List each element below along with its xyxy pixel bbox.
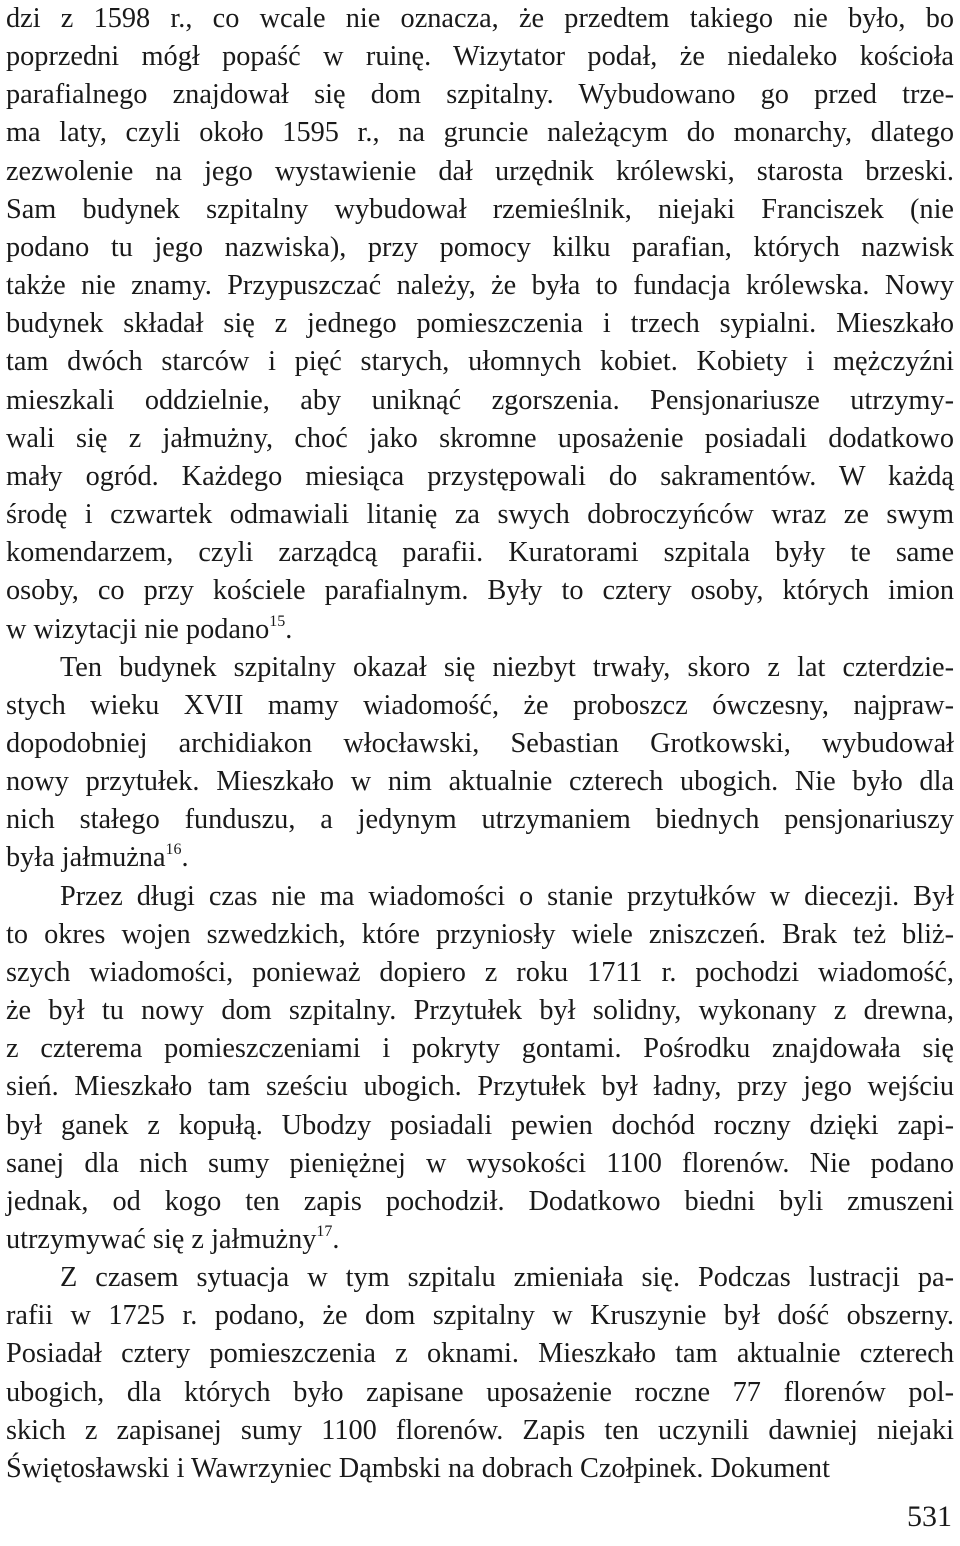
text-line — [6, 1221, 954, 1259]
text-line: Sam budynek szpitalny wybudował rzemieślnik, niejaki Franciszek (nie — [6, 193, 954, 225]
text-line: Posiadał cztery pomieszczenia z oknami. Mieszkało tam aktualnie czterech — [6, 1338, 954, 1370]
text-line: nich stałego funduszu, a jedynym utrzymaniem biednych pensjonariuszy — [6, 804, 954, 836]
text-line: był ganek z kopułą. Ubodzy posiadali pewien dochód roczny dzięki zapi- — [6, 1109, 954, 1141]
text-line: jednak, od kogo ten zapis pochodził. Dodatkowo biedni byli zmuszeni — [6, 1185, 954, 1217]
text-line: zezwolenie na jego wystawienie dał urzędnik królewski, starosta brzeski. — [6, 155, 954, 187]
text-line: ma laty, czyli około 1595 r., na gruncie należącym do monarchy, dlatego — [6, 117, 954, 149]
text-line — [6, 611, 954, 649]
text-line: podano tu jego nazwiska), przy pomocy kilku parafian, których nazwisk — [6, 231, 954, 263]
footnote-marker[interactable]: 15 — [269, 612, 286, 630]
text-line: mieszkali oddzielnie, aby uniknąć zgorszenia. Pensjonariusze utrzymy- — [6, 384, 954, 416]
text-line — [6, 839, 954, 877]
text-line: także nie znamy. Przypuszczać należy, że była to fundacja królewska. Nowy — [6, 270, 954, 302]
paragraph — [6, 1259, 954, 1488]
text-flow — [6, 0, 954, 1488]
text-line: Z czasem sytuacja w tym szpitalu zmieniała się. Podczas lustracji pa- — [60, 1262, 954, 1294]
paragraph — [6, 0, 954, 649]
text-line-content: w wizytacji nie podano — [6, 613, 270, 645]
text-line: dopodobniej archidiakon włocławski, Sebastian Grotkowski, wybudował — [6, 727, 954, 759]
text-line: skich z zapisanej sumy 1100 florenów. Zapis ten uczynili dawniej niejaki — [6, 1414, 954, 1446]
text-line: budynek składał się z jednego pomieszczenia i trzech sypialni. Mieszkało — [6, 308, 954, 340]
text-line: nowy przytułek. Mieszkało w nim aktualnie czterech ubogich. Nie było dla — [6, 766, 954, 798]
text-line: poprzedni mógł popaść w ruinę. Wizytator podał, że niedaleko kościoła — [6, 41, 954, 73]
paragraph — [6, 649, 954, 878]
text-line: sień. Mieszkało tam sześciu ubogich. Przytułek był ładny, przy jego wejściu — [6, 1071, 954, 1103]
page-body — [6, 0, 954, 1488]
sentence-end: . — [285, 613, 293, 645]
text-line: dzi z 1598 r., co wcale nie oznacza, że przedtem takiego nie było, bo — [6, 3, 954, 34]
text-line: Świętosławski i Wawrzyniec Dąmbski na dobrach Czołpinek. Dokument — [6, 1452, 830, 1484]
page-number: 531 — [907, 1500, 952, 1533]
text-line: parafialnego znajdował się dom szpitalny. Wybudowano go przed trze- — [6, 79, 954, 111]
sentence-end: . — [332, 1224, 340, 1255]
text-line: sanej dla nich sumy pieniężnej w wysokości 1100 florenów. Nie podano — [6, 1147, 954, 1179]
text-line: Przez długi czas nie ma wiadomości o stanie przytułków w diecezji. Był — [60, 880, 954, 912]
text-line-content: była jałmużna — [6, 842, 166, 874]
text-line: wali się z jałmużny, choć jako skromne uposażenie posiadali dodatkowo — [6, 422, 954, 454]
text-line: z czterema pomieszczeniami i pokryty gontami. Pośrodku znajdowała się — [6, 1033, 954, 1065]
text-line: środę i czwartek odmawiali litanię za swych dobroczyńców wraz ze swym — [6, 499, 954, 531]
text-line-content: utrzymywać się z jałmużny — [6, 1224, 317, 1255]
text-line: komendarzem, czyli zarządcą parafii. Kuratorami szpitala były te same — [6, 537, 954, 569]
text-line: osoby, co przy kościele parafialnym. Były to cztery osoby, których imion — [6, 575, 954, 607]
text-line: rafii w 1725 r. podano, że dom szpitalny w Kruszynie był dość obszerny. — [6, 1300, 954, 1332]
text-line: to okres wojen szwedzkich, które przyniosły wiele zniszczeń. Brak też bliż- — [6, 918, 954, 950]
paragraph — [6, 878, 954, 1260]
text-line: że był tu nowy dom szpitalny. Przytułek był solidny, wykonany z drewna, — [6, 995, 954, 1027]
text-line: stych wieku XVII mamy wiadomość, że proboszcz ówczesny, najpraw- — [6, 689, 954, 721]
footnote-marker[interactable]: 16 — [165, 841, 182, 859]
text-line: mały ogród. Każdego miesiąca przystępowali do sakramentów. W każdą — [6, 460, 954, 492]
text-line: ubogich, dla których było zapisane uposażenie roczne 77 florenów pol- — [6, 1376, 954, 1408]
sentence-end: . — [181, 842, 189, 874]
text-line: tam dwóch starców i pięć starych, ułomnych kobiet. Kobiety i mężczyźni — [6, 346, 954, 378]
footnote-marker[interactable]: 17 — [316, 1223, 333, 1240]
text-line: Ten budynek szpitalny okazał się niezbyt trwały, skoro z lat czterdzie- — [60, 651, 954, 683]
text-line: szych wiadomości, ponieważ dopiero z roku 1711 r. pochodzi wiadomość, — [6, 956, 954, 988]
